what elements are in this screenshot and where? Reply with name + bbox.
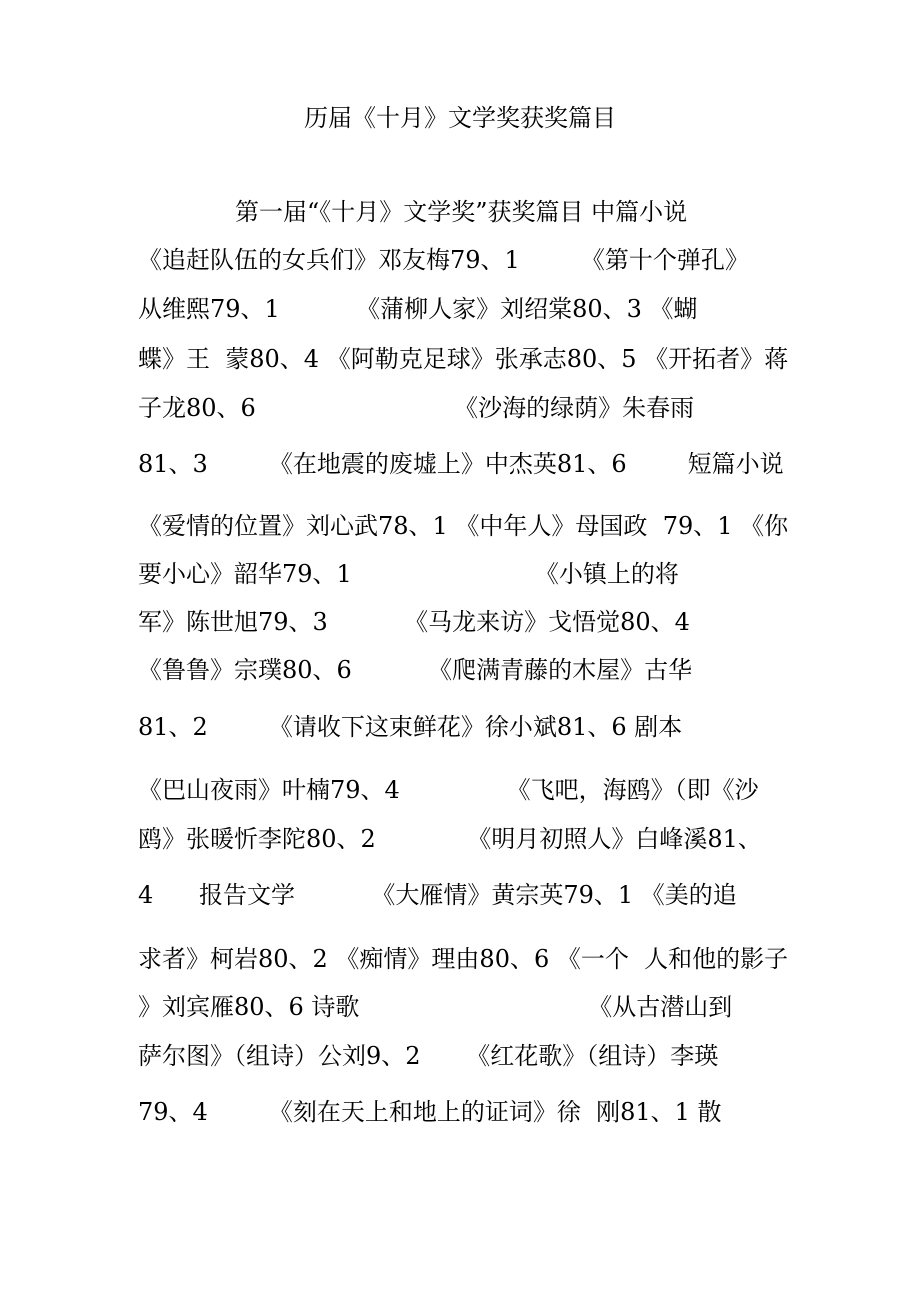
- text-line: 81、3 《在地震的废墟上》中杰英81、6 短篇小说: [138, 450, 784, 478]
- text-line: 求者》柯岩80、2 《痴情》理由80、6 《一个 人和他的影子: [138, 945, 789, 973]
- text-line: 《爱情的位置》刘心武78、1 《中年人》母国政 79、1 《你: [138, 512, 789, 540]
- text-line: 军》陈世旭79、3 《马龙来访》戈悟觉80、4: [138, 608, 690, 636]
- text-line: 蝶》王 蒙80、4 《阿勒克足球》张承志80、5 《开拓者》蒋: [138, 345, 789, 373]
- text-line: 《追赶队伍的女兵们》邓友梅79、1 《第十个弹孔》: [138, 246, 749, 274]
- text-line: 萨尔图》（组诗）公刘9、2 《红花歌》（组诗）李瑛: [138, 1042, 719, 1070]
- text-line: 》刘宾雁80、6 诗歌 《从古潜山到: [138, 993, 733, 1021]
- text-line: 4 报告文学 《大雁情》黄宗英79、1 《美的追: [138, 881, 737, 909]
- text-line: 《巴山夜雨》叶楠79、4 《飞吧，海鸥》（即《沙: [138, 776, 759, 804]
- text-line: 79、4 《刻在天上和地上的证词》徐 刚81、1 散: [138, 1098, 722, 1126]
- text-line: 子龙80、6 《沙海的绿荫》朱春雨: [138, 394, 695, 422]
- text-line: 要小心》韶华79、1 《小镇上的将: [138, 560, 679, 588]
- text-line: 从维熙79、1 《蒲柳人家》刘绍棠80、3 《蝴: [138, 295, 698, 323]
- text-line: 81、2 《请收下这束鲜花》徐小斌81、6 剧本: [138, 713, 683, 741]
- document-title: 历届《十月》文学奖获奖篇目: [304, 104, 616, 132]
- text-line: 第一届“《十月》文学奖”获奖篇目 中篇小说: [235, 198, 688, 226]
- text-line: 《鲁鲁》宗璞80、6 《爬满青藤的木屋》古华: [138, 656, 693, 684]
- text-line: 鸥》张暖忻李陀80、2 《明月初照人》白峰溪81、: [138, 825, 762, 853]
